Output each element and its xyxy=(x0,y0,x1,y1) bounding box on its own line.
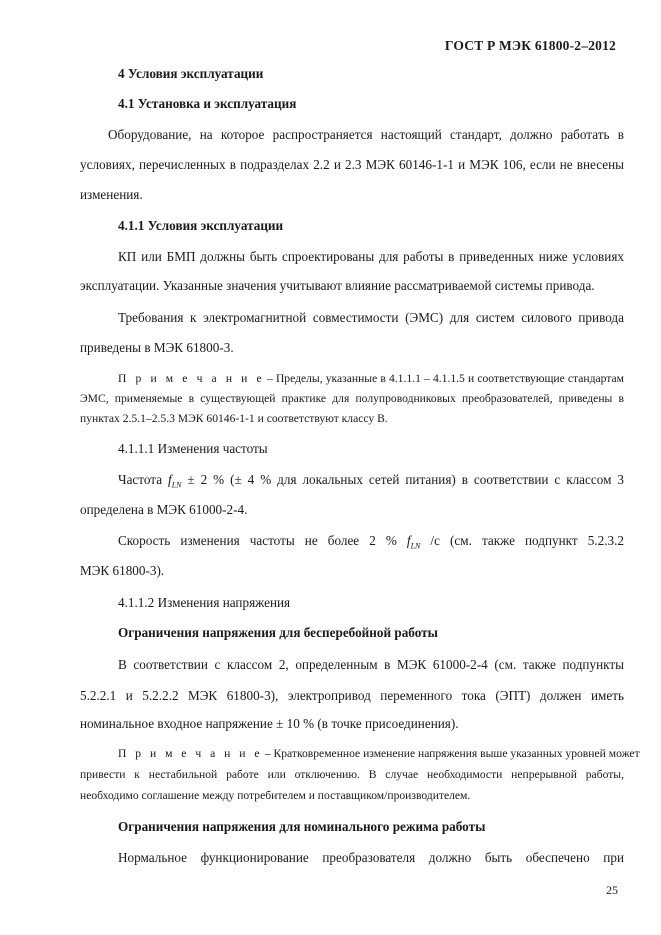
freq1-subscript: LN xyxy=(171,480,182,490)
frequency-rate-line-1 xyxy=(118,533,624,551)
section-4-1-1-1-heading: 4.1.1.1 Изменения частоты xyxy=(118,441,268,456)
paragraph-3-line-1: Требования к электромагнитной совместимости (ЭМС) для систем силового привода xyxy=(118,310,624,325)
freq2-subscript: LN xyxy=(410,541,421,551)
freq2-symbol: f xyxy=(406,533,411,548)
section-4-1-1-heading: 4.1.1 Условия эксплуатации xyxy=(118,218,284,233)
paragraph-4-line-3: номинальное входное напряжение ± 10 % (в точке присоединения). xyxy=(80,716,459,731)
freq1-symbol: f xyxy=(168,472,172,487)
page-number: 25 xyxy=(606,883,618,897)
paragraph-1-line-2: условиях, перечисленных в подразделах 2.2 и 2.3 МЭК 60146-1-1 и МЭК 106, если не внесены xyxy=(80,157,624,172)
note-2-label: П р и м е ч а н и е xyxy=(118,747,263,760)
section-4-1-heading: 4.1 Установка и эксплуатация xyxy=(118,96,297,111)
paragraph-5-line-1: Нормальное функционирование преобразователя должно быть обеспечено при xyxy=(118,850,624,865)
note-1-label: П р и м е ч а н и е xyxy=(118,372,265,385)
paragraph-2-line-2: эксплуатации. Указанные значения учитывают влияние рассматриваемой системы привода. xyxy=(80,278,595,293)
note-1-line-2: ЭМС, применяемые в существующей практике для полупроводниковых преобразователей, приведены в xyxy=(80,392,624,405)
paragraph-1-line-1: Оборудование, на которое распространяется настоящий стандарт, должно работать в xyxy=(108,127,624,142)
freq1-pre: Частота xyxy=(118,472,169,487)
nominal-operation-heading: Ограничения напряжения для номинального режима работы xyxy=(118,819,486,834)
section-4-1-1-2-heading: 4.1.1.2 Изменения напряжения xyxy=(118,595,291,610)
freq1-post: ± 2 % (± 4 % для локальных сетей питания) в соответствии с классом 3 xyxy=(181,472,624,487)
document-header: ГОСТ Р МЭК 61800-2–2012 xyxy=(444,38,616,53)
paragraph-1-line-3: изменения. xyxy=(80,187,143,202)
frequency-rate-line-2: МЭК 61800-3). xyxy=(80,563,165,578)
note-2-line-2: привести к нестабильной работе или отключению. В случае необходимости непрерывной работы, xyxy=(80,768,624,781)
freq2-pre: Скорость изменения частоты не более 2 % xyxy=(118,533,407,548)
note-2-line-3: необходимо соглашение между потребителем и поставщиком/производителем. xyxy=(80,789,471,802)
note-1-line-3: пунктах 2.5.1–2.5.3 МЭК 60146-1-1 и соответствуют классу В. xyxy=(80,412,388,425)
paragraph-2-line-1: КП или БМП должны быть спроектированы для работы в приведенных ниже условиях xyxy=(118,249,624,264)
note-1-text: – Пределы, указанные в 4.1.1.1 – 4.1.1.5 и соответствующие стандартам xyxy=(267,372,624,385)
paragraph-4-line-2: 5.2.2.1 и 5.2.2.2 МЭК 61800-3), электропривод переменного тока (ЭПТ) должен иметь xyxy=(80,688,624,703)
note-1-line-1 xyxy=(118,372,624,385)
section-4-heading: 4 Условия эксплуатации xyxy=(118,66,264,81)
paragraph-3-line-2: приведены в МЭК 61800-3. xyxy=(80,340,234,355)
note-2-text: – Кратковременное изменение напряжения выше указанных уровней может xyxy=(264,747,640,760)
paragraph-4-line-1: В соответствии с классом 2, определенным в МЭК 61000-2-4 (см. также подпункты xyxy=(118,657,624,672)
note-2-line-1 xyxy=(118,747,640,760)
uninterrupted-operation-heading: Ограничения напряжения для бесперебойной работы xyxy=(118,625,438,640)
frequency-line-2: определена в МЭК 61000-2-4. xyxy=(80,502,248,517)
freq2-post: /с (см. также подпункт 5.2.3.2 xyxy=(420,533,624,548)
frequency-line-1 xyxy=(118,472,624,490)
